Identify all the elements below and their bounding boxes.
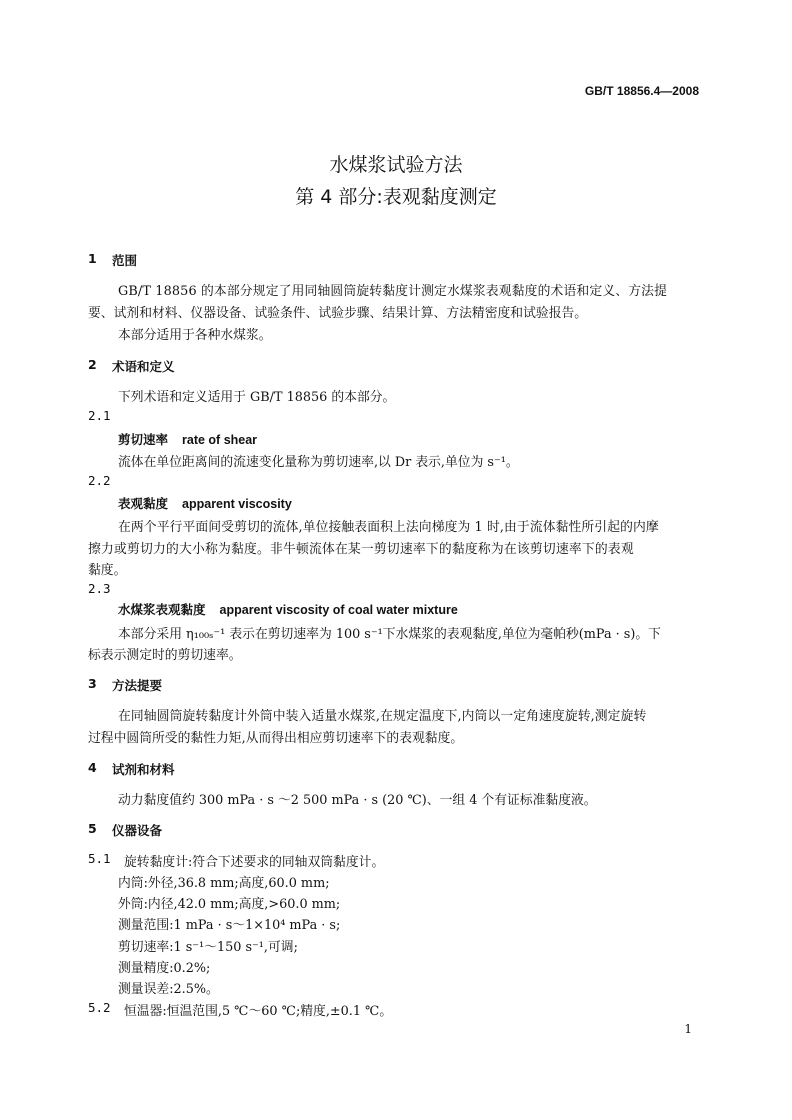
definition-line: 黏度。	[88, 563, 127, 578]
spec-line: 测量精度:0.2%;	[118, 961, 211, 976]
clause-number: 2.3	[88, 581, 111, 596]
section-title: 仪器设备	[112, 823, 163, 838]
term-heading	[118, 494, 292, 512]
paragraph-line: 在同轴圆筒旋转黏度计外筒中装入适量水煤浆,在规定温度下,内筒以一定角速度旋转,测定旋转	[118, 709, 647, 724]
paragraph-line: 过程中圆筒所受的黏性力矩,从而得出相应剪切速率下的表观黏度。	[88, 731, 464, 746]
definition-line: 在两个平行平面间受剪切的流体,单位接触表面积上法向梯度为 1 时,由于流体黏性所引起的内摩	[118, 520, 659, 535]
term-english: apparent viscosity of coal water mixture	[219, 603, 458, 617]
term-chinese: 水煤浆表观黏度	[118, 602, 206, 617]
clause-number: 5.2	[88, 1000, 111, 1015]
standard-number: GB/T 18856.4—2008	[584, 84, 699, 98]
clause-number: 2.1	[88, 408, 111, 423]
term-heading	[118, 600, 458, 618]
term-chinese: 剪切速率	[118, 432, 169, 447]
page-number: 1	[684, 1022, 692, 1036]
spec-line: 测量误差:2.5%。	[118, 982, 219, 997]
paragraph-line: GB/T 18856 的本部分规定了用同轴圆筒旋转黏度计测定水煤浆表观黏度的术语和定义、方法提	[118, 284, 668, 299]
term-english: apparent viscosity	[182, 497, 292, 511]
spec-line: 测量范围:1 mPa · s～1×10⁴ mPa · s;	[118, 918, 341, 933]
term-english: rate of shear	[182, 433, 258, 447]
term-chinese: 表观黏度	[118, 496, 169, 511]
term-heading	[118, 430, 257, 448]
paragraph-line: 动力黏度值约 300 mPa · s ～2 500 mPa · s (20 ℃)、一组 4 个有证标准黏度液。	[118, 793, 597, 808]
document-title: 水煤浆试验方法	[329, 154, 463, 176]
section-number: 2	[88, 357, 97, 372]
section-title: 试剂和材料	[112, 762, 175, 777]
paragraph-line: 下列术语和定义适用于 GB/T 18856 的本部分。	[118, 390, 396, 405]
clause-number: 5.1	[88, 851, 111, 866]
definition-line: 本部分采用 η₁₀₀ₛ⁻¹ 表示在剪切速率为 100 s⁻¹下水煤浆的表观黏度,单位为毫帕秒(mPa · s)。下	[118, 627, 661, 642]
paragraph-line: 本部分适用于各种水煤浆。	[118, 328, 272, 343]
section-title: 术语和定义	[112, 359, 175, 374]
section-title: 范围	[112, 253, 138, 268]
spec-line: 内筒:外径,36.8 mm;高度,60.0 mm;	[118, 876, 330, 891]
spec-line: 外筒:内径,42.0 mm;高度,>60.0 mm;	[118, 897, 341, 912]
section-number: 4	[88, 760, 97, 775]
definition-line: 擦力或剪切力的大小称为黏度。非牛顿流体在某一剪切速率下的黏度称为在该剪切速率下的表观	[88, 542, 634, 557]
section-number: 3	[88, 676, 97, 691]
definition-line: 标表示测定时的剪切速率。	[88, 648, 242, 663]
clause-number: 2.2	[88, 473, 111, 488]
definition-line: 流体在单位距离间的流速变化量称为剪切速率,以 Dr 表示,单位为 s⁻¹。	[118, 455, 519, 470]
document-subtitle: 第 4 部分:表观黏度测定	[295, 186, 497, 208]
clause-text: 恒温器:恒温范围,5 ℃～60 ℃;精度,±0.1 ℃。	[124, 1004, 393, 1019]
section-title: 方法提要	[112, 678, 163, 693]
spec-line: 剪切速率:1 s⁻¹～150 s⁻¹,可调;	[118, 940, 298, 955]
clause-text: 旋转黏度计:符合下述要求的同轴双筒黏度计。	[124, 855, 385, 870]
section-number: 1	[88, 251, 97, 266]
section-number: 5	[88, 821, 97, 836]
paragraph-line: 要、试剂和材料、仪器设备、试验条件、试验步骤、结果计算、方法精密度和试验报告。	[88, 306, 588, 321]
